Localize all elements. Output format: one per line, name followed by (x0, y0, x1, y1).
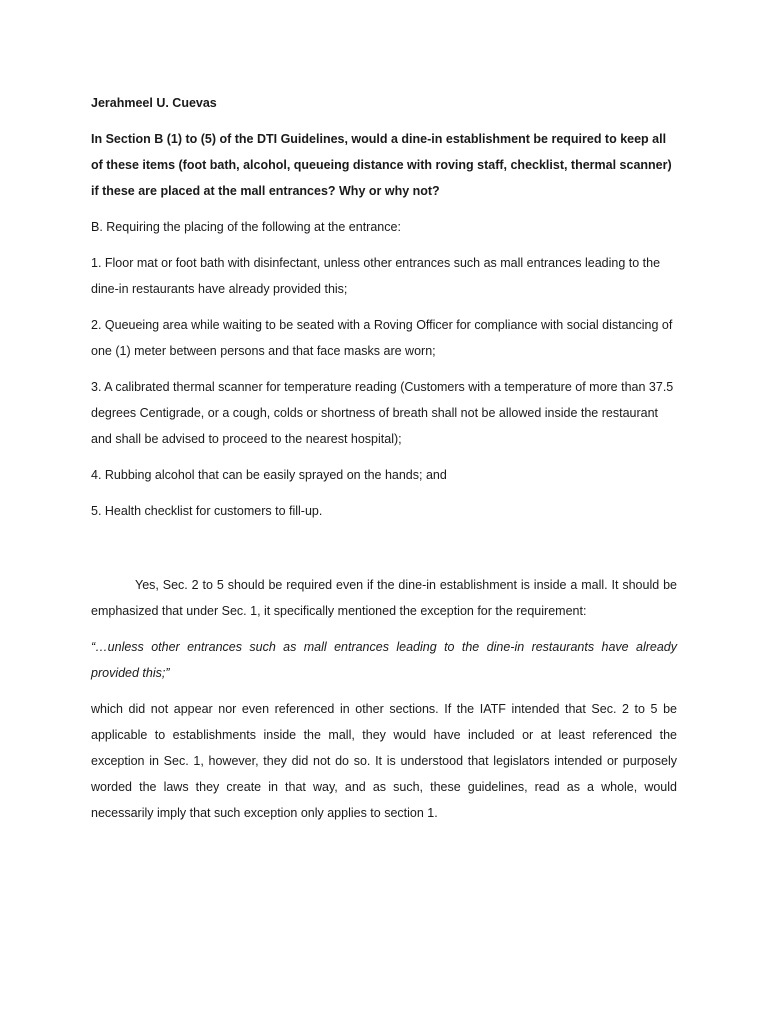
block-quote: “…unless other entrances such as mall entrances leading to the dine-in restaurants have already provided this;” (91, 640, 677, 680)
question-text: In Section B (1) to (5) of the DTI Guidelines, would a dine-in establishment be required to keep all of these items (foot bath, alcohol, queueing distance with roving staff, checklist, thermal scanner) if these are placed at the mall entrances? Why or why not? (91, 132, 672, 198)
list-item: 5. Health checklist for customers to fill-up. (91, 504, 323, 518)
answer-body: which did not appear nor even referenced in other sections. If the IATF intended that Sec. 2 to 5 be applicable to establishments inside the mall, they would have included or at least referenced the exception in Sec. 1, however, they did not do so. It is understood that legislators intended or purposely worded the laws they create in that way, and as such, these guidelines, read as a whole, would necessarily imply that such exception only applies to section 1. (91, 702, 677, 820)
answer-intro: Yes, Sec. 2 to 5 should be required even if the dine-in establishment is inside a mall. It should be emphasized that under Sec. 1, it specifically mentioned the exception for the requirement: (91, 578, 677, 618)
list-item: 2. Queueing area while waiting to be seated with a Roving Officer for compliance with social distancing of one (1) meter between persons and that face masks are worn; (91, 318, 673, 358)
list-item: 1. Floor mat or foot bath with disinfectant, unless other entrances such as mall entrances leading to the dine-in restaurants have already provided this; (91, 256, 661, 296)
section-intro: B. Requiring the placing of the following at the entrance: (91, 220, 401, 234)
author-name: Jerahmeel U. Cuevas (91, 96, 217, 110)
list-item: 4. Rubbing alcohol that can be easily sprayed on the hands; and (91, 468, 447, 482)
list-item: 3. A calibrated thermal scanner for temperature reading (Customers with a temperature of more than 37.5 degrees Centigrade, or a cough, colds or shortness of breath shall not be allowed inside the restaurant and shall be advised to proceed to the nearest hospital); (91, 380, 674, 446)
paragraph-spacer (91, 534, 677, 572)
document-page (91, 90, 677, 836)
